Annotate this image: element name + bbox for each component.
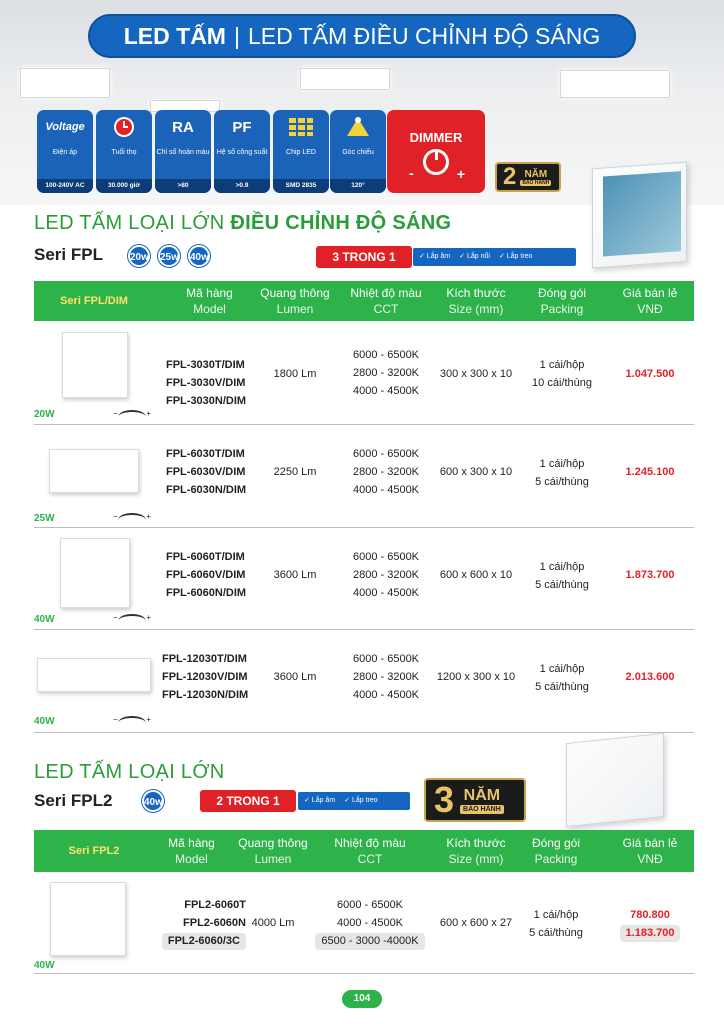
- table-row: [34, 630, 694, 733]
- dimmer-minus: -: [409, 165, 414, 181]
- trong-badge: 3 TRONG 1: [316, 246, 412, 268]
- table-row: [34, 322, 694, 425]
- product-thumb-fpl2: [50, 882, 126, 956]
- spec-label: Chỉ số hoàn màu: [156, 149, 210, 156]
- dimmer-icon: [118, 716, 146, 730]
- ceiling-light: [20, 68, 110, 98]
- spec-label: Điện áp: [52, 149, 78, 156]
- spec-lifetime: [96, 110, 152, 193]
- spec-value: >80: [155, 179, 211, 193]
- voltage-icon: Voltage: [45, 121, 85, 133]
- chip-icon: [273, 110, 329, 144]
- warranty-badge-3: [424, 778, 526, 822]
- row-lumen: 2250 Lm: [273, 466, 317, 478]
- spec-value: 120°: [330, 179, 386, 193]
- mount-options: ✓ Lắp âm ✓ Lắp nổi ✓ Lắp treo: [413, 248, 576, 266]
- warranty-text: NĂM BẢO HÀNH: [460, 787, 504, 814]
- spec-label: Hệ số công suất: [216, 149, 268, 156]
- row-size: 600 x 600 x 10: [439, 569, 513, 581]
- product-thumb-3030: [62, 332, 128, 398]
- warranty-years: 2: [503, 163, 517, 190]
- watt-badge: 40w: [142, 790, 164, 812]
- row-models: FPL2-6060T FPL2-6060N FPL2-6060/3C: [146, 896, 246, 950]
- spec-ra: [155, 110, 211, 193]
- title-rest: LED TẤM ĐIỀU CHỈNH ĐỘ SÁNG: [247, 22, 601, 49]
- spec-beam: [330, 110, 386, 193]
- row-models: FPL-3030T/DIM FPL-3030V/DIM FPL-3030N/DIM: [166, 359, 247, 407]
- dimmer-icon: [118, 410, 146, 424]
- row-size: 300 x 300 x 10: [439, 368, 513, 380]
- ra-icon: RA: [172, 118, 194, 136]
- dimmer-icon: [118, 614, 146, 628]
- beam-icon: [330, 110, 386, 144]
- row-cct: 6000 - 6500K 2800 - 3200K 4000 - 4500K: [352, 653, 420, 701]
- title-separator: |: [233, 22, 240, 49]
- section1-seri: Seri FPL: [34, 245, 103, 264]
- row-size: 600 x 300 x 10: [439, 466, 513, 478]
- page-number: 104: [342, 990, 382, 1008]
- product-thumb-12030: [37, 658, 151, 692]
- spec-pf: [214, 110, 270, 193]
- spec-label: Góc chiếu: [342, 149, 374, 156]
- row-pack: 1 cái/hộp 5 cái/thùng: [529, 909, 583, 939]
- row-size: 600 x 600 x 27: [439, 917, 513, 929]
- title-bold: LED TẤM: [123, 22, 226, 49]
- row-lumen: 4000 Lm: [251, 917, 295, 929]
- table-row: [34, 425, 694, 528]
- table2-header: Seri FPL2 Mã hàng Model Quang thông Lumen Nhiệt độ màu CCT Kích thước Size (mm) Đóng gói Packing Giá bán lẻ VNĐ: [34, 830, 694, 872]
- row-price: 780.800 1.183.700: [606, 906, 694, 942]
- row-watt: 25W: [34, 513, 55, 524]
- row-size: 1200 x 300 x 10: [436, 671, 516, 683]
- row-models: FPL-12030T/DIM FPL-12030V/DIM FPL-12030N/DIM: [162, 653, 249, 701]
- watt-badge: 25w: [158, 245, 180, 267]
- warranty-text: NĂM BẢO HÀNH: [522, 168, 550, 186]
- ceiling-light: [300, 68, 390, 90]
- dimmer-knob-icon: [423, 149, 449, 175]
- row-price: 1.245.100: [625, 466, 675, 478]
- page-title: [88, 14, 636, 58]
- mount-options: ✓ Lắp âm ✓ Lắp treo: [298, 792, 410, 810]
- row-cct: 6000 - 6500K 2800 - 3200K 4000 - 4500K: [352, 349, 420, 397]
- dimmer-label: DIMMER: [409, 130, 463, 145]
- clock-icon: [96, 110, 152, 144]
- row-models: FPL-6060T/DIM FPL-6060V/DIM FPL-6060N/DIM: [166, 551, 247, 599]
- warranty-badge-2: [495, 162, 561, 192]
- product-thumb-6030: [49, 449, 139, 493]
- spec-value: 100-240V AC: [37, 179, 93, 193]
- section2-seri: Seri FPL2: [34, 791, 113, 810]
- row-cct: 6000 - 6500K 2800 - 3200K 4000 - 4500K: [352, 551, 420, 599]
- dimmer-icon: [118, 513, 146, 527]
- section2-title: LED TẤM LOẠI LỚN: [34, 761, 225, 783]
- dimmer-badge: [387, 110, 485, 193]
- product-image-fpl: [592, 162, 687, 269]
- product-thumb-6060: [60, 538, 130, 608]
- pf-icon: PF: [232, 118, 252, 136]
- row-watt: 40W: [34, 716, 55, 727]
- warranty-years: 3: [434, 779, 455, 820]
- row-watt: 40W: [34, 960, 55, 971]
- row-lumen: 1800 Lm: [273, 368, 317, 380]
- row-price: 1.873.700: [625, 569, 675, 581]
- row-cct: 6000 - 6500K 2800 - 3200K 4000 - 4500K: [352, 448, 420, 496]
- row-price: 1.047.500: [625, 368, 675, 380]
- row-pack: 1 cái/hộp 5 cái/thùng: [535, 663, 589, 693]
- spec-voltage: [37, 110, 93, 193]
- spec-value: SMD 2835: [273, 179, 329, 193]
- row-pack: 1 cái/hộp 10 cái/thùng: [532, 359, 592, 389]
- spec-label: Chip LED: [286, 149, 316, 156]
- section1-title: LED TẤM LOẠI LỚN ĐIỀU CHỈNH ĐỘ SÁNG: [34, 212, 452, 234]
- panel-back-icon: [603, 171, 681, 256]
- table1-header: Seri FPL/DIM Mã hàng Model Quang thông Lumen Nhiệt độ màu CCT Kích thước Size (mm) Đóng gói Packing Giá bán lẻ VNĐ: [34, 281, 694, 321]
- dimmer-plus: +: [456, 166, 465, 182]
- product-image-fpl2: [566, 733, 664, 827]
- row-cct: 6000 - 6500K 4000 - 4500K 6500 - 3000 -4000K: [304, 896, 436, 950]
- spec-value: 30.000 giờ: [96, 179, 152, 193]
- spec-chip: [273, 110, 329, 193]
- row-pack: 1 cái/hộp 5 cái/thùng: [535, 458, 589, 488]
- row-pack: 1 cái/hộp 5 cái/thùng: [535, 561, 589, 591]
- ceiling-light: [560, 70, 670, 98]
- spec-label: Tuổi thọ: [111, 149, 137, 156]
- watt-badge: 20w: [128, 245, 150, 267]
- row-watt: 40W: [34, 614, 55, 625]
- row-lumen: 3600 Lm: [273, 569, 317, 581]
- spec-value: >0.9: [214, 179, 270, 193]
- row-price: 2.013.600: [625, 671, 675, 683]
- row-models: FPL-6030T/DIM FPL-6030V/DIM FPL-6030N/DIM: [166, 448, 247, 496]
- row-watt: 20W: [34, 409, 55, 420]
- table-row: [34, 528, 694, 630]
- trong-badge: 2 TRONG 1: [200, 790, 296, 812]
- watt-badge: 40w: [188, 245, 210, 267]
- table-row: [34, 872, 694, 974]
- row-lumen: 3600 Lm: [273, 671, 317, 683]
